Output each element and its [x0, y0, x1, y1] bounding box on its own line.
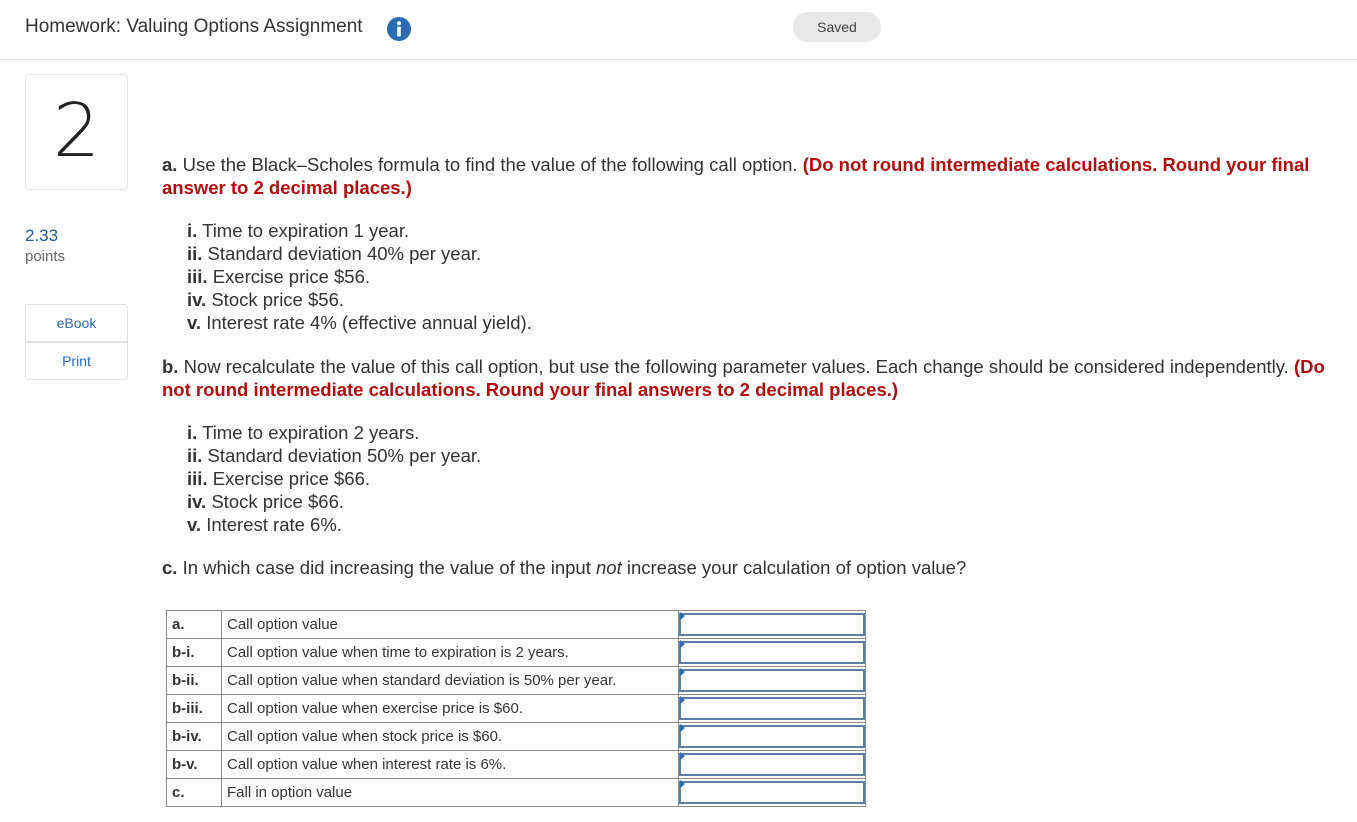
part-c-prompt: c. In which case did increasing the value of the input not increase your calculation of option value?: [162, 557, 967, 578]
row-description: Fall in option value: [222, 779, 679, 807]
input-marker-icon: [680, 668, 685, 676]
input-marker-icon: [680, 780, 685, 788]
answer-cell: [679, 611, 866, 639]
list-item: ii. Standard deviation 40% per year.: [187, 243, 482, 264]
input-marker-icon: [680, 696, 685, 704]
table-row: [167, 639, 866, 667]
ebook-button[interactable]: eBook: [25, 304, 128, 342]
answer-cell: [679, 751, 866, 779]
list-item: ii. Standard deviation 50% per year.: [187, 445, 482, 466]
answer-input[interactable]: [679, 753, 865, 776]
answer-input[interactable]: [679, 669, 865, 692]
table-row: [167, 751, 866, 779]
row-label: a.: [167, 611, 222, 639]
part-a-instruction: (Do not round intermediate calculations. Round your final answer to 2 decimal places.): [162, 154, 1310, 198]
part-b-list: [162, 421, 1337, 536]
table-row: [167, 611, 866, 639]
answer-input[interactable]: [679, 613, 865, 636]
part-c-lead: c.: [162, 557, 178, 578]
question-number: 2: [52, 88, 101, 174]
answer-input[interactable]: [679, 781, 865, 804]
points-value: 2.33: [25, 226, 59, 245]
table-row: [167, 723, 866, 751]
row-description: Call option value: [222, 611, 679, 639]
row-label: b-ii.: [167, 667, 222, 695]
page-title: Homework: Valuing Options Assignment: [25, 16, 363, 37]
input-marker-icon: [680, 724, 685, 732]
answer-cell: [679, 639, 866, 667]
list-item: v. Interest rate 6%.: [187, 514, 342, 535]
row-label: b-iii.: [167, 695, 222, 723]
question-number-box: [25, 74, 128, 190]
list-item: i. Time to expiration 2 years.: [187, 422, 420, 443]
input-marker-icon: [680, 612, 685, 620]
list-item: i. Time to expiration 1 year.: [187, 220, 410, 241]
info-icon[interactable]: [386, 16, 412, 42]
table-row: [167, 779, 866, 807]
answer-cell: [679, 779, 866, 807]
list-item: iii. Exercise price $66.: [187, 468, 371, 489]
row-label: b-i.: [167, 639, 222, 667]
part-a-text: Use the Black–Scholes formula to find the value of the following call option.: [177, 154, 803, 175]
part-b-text: Now recalculate the value of this call option, but use the following parameter values. Each change should be considered independently.: [178, 356, 1294, 377]
answer-cell: [679, 667, 866, 695]
answer-input[interactable]: [679, 641, 865, 664]
list-item: iv. Stock price $66.: [187, 491, 344, 512]
input-marker-icon: [680, 752, 685, 760]
row-label: b-v.: [167, 751, 222, 779]
list-item: iii. Exercise price $56.: [187, 266, 371, 287]
answer-input[interactable]: [679, 725, 865, 748]
answer-input[interactable]: [679, 697, 865, 720]
answer-cell: [679, 723, 866, 751]
answer-cell: [679, 695, 866, 723]
question-content: [162, 153, 1337, 579]
part-b-prompt: [162, 355, 1337, 401]
row-description: Call option value when stock price is $60.: [222, 723, 679, 751]
part-b-instruction: (Do not round intermediate calculations. Round your final answers to 2 decimal places.): [162, 356, 1325, 400]
list-item: v. Interest rate 4% (effective annual yield).: [187, 312, 532, 333]
row-description: Call option value when interest rate is 6%.: [222, 751, 679, 779]
points-label: points: [25, 248, 66, 265]
top-bar: [0, 0, 1357, 60]
part-c-emphasis: not: [596, 557, 622, 578]
list-item: iv. Stock price $56.: [187, 289, 344, 310]
row-label: b-iv.: [167, 723, 222, 751]
input-marker-icon: [680, 640, 685, 648]
answer-table: [166, 610, 866, 807]
part-a-lead: a.: [162, 154, 178, 175]
part-a-list: [162, 219, 1337, 334]
saved-status-badge: Saved: [793, 12, 881, 42]
part-a-prompt: [162, 153, 1337, 199]
table-row: [167, 667, 866, 695]
table-row: [167, 695, 866, 723]
row-description: Call option value when time to expiration is 2 years.: [222, 639, 679, 667]
print-button[interactable]: Print: [25, 342, 128, 380]
row-description: Call option value when exercise price is $60.: [222, 695, 679, 723]
part-b-lead: b.: [162, 356, 179, 377]
row-label: c.: [167, 779, 222, 807]
row-description: Call option value when standard deviation is 50% per year.: [222, 667, 679, 695]
